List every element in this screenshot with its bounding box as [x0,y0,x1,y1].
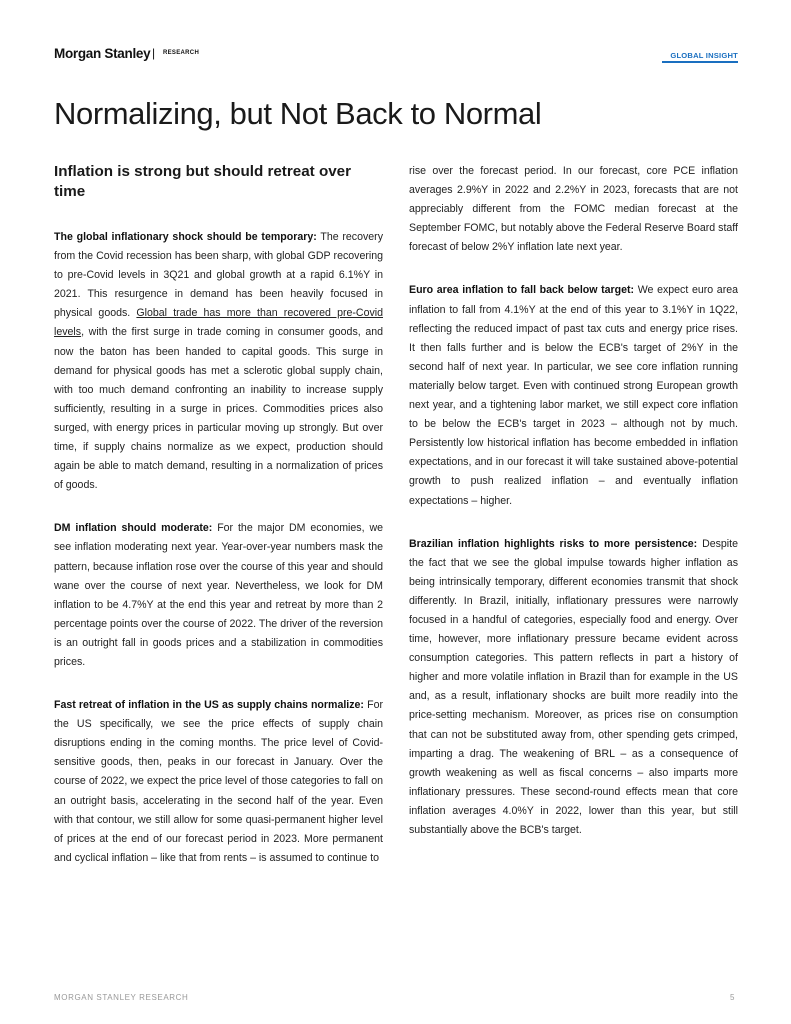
page-title: Normalizing, but Not Back to Normal [54,96,542,131]
paragraph-lead: Euro area inflation to fall back below target: [409,284,635,297]
right-column [409,158,738,864]
footer-source: MORGAN STANLEY RESEARCH [54,993,189,1002]
paragraph-lead: Brazilian inflation highlights risks to more persistence: [409,537,698,550]
paragraph-us-continued [409,162,738,257]
paragraph-us-inflation [54,696,383,868]
paragraph-text: For the US specifically, we see the price effects of supply chain disruptions ending in the coming months. The price level of Covid-sensitive goods, then, peaks in our forecast in January. Over the course of 2022, we expect the price level of those categories to fall on an outright basis, accelerating in the second half of the year. Even with that contour, we still allow for some quasi-permanent higher level of prices at the end of our forecast period in 2023. More permanent and cyclical inflation – like that from rents – is assumed to continue to [54,699,383,864]
page-header [54,46,738,66]
section-heading: Inflation is strong but should retreat over time [54,163,352,200]
left-column [54,158,383,892]
paragraph-dm-inflation [54,519,383,672]
page-number: 5 [730,993,735,1002]
paragraph-lead: Fast retreat of inflation in the US as supply chains normalize: [54,699,364,712]
paragraph-euro-area [409,281,738,510]
section-tag-underline [662,61,738,63]
paragraph-lead: DM inflation should moderate: [54,522,213,535]
paragraph-brazil [409,535,738,841]
section-tag: GLOBAL INSIGHT [670,51,738,60]
paragraph-global-shock [54,228,383,495]
paragraph-text: For the major DM economies, we see inflation moderating next year. Year-over-year numbers mask the pattern, because inflation rose over the course of this year and should wane over the course of next year. Nevertheless, we look for DM inflation to be 4.7%Y at the end this year and retreat by more than 2 percentage points over the course of 2022. The driver of the reversion is an outright fall in goods prices and a stabilization in commodities prices. [54,522,383,668]
paragraph-text: We expect euro area inflation to fall from 4.1%Y at the end of this year to 3.1%Y in 1Q22, reflecting the reduced impact of past tax cuts and energy price rises. It then falls further and is below the ECB's target of 2%Y in the second half of next year. In particular, we see core inflation running materially below target. Even with continued strong European growth next year, and a tightening labor market, we still expect core inflation to be below the ECB's target in 2023 – although not by much. Persistently low historical inflation has become embedded in inflation expectations, and in our forecast it will take sustained above-potential growth to push realized inflation – and eventually inflation expectations – higher. [409,284,739,507]
brand-logo: Morgan Stanley [54,46,151,61]
paragraph-lead: The global inflationary shock should be temporary: [54,231,317,243]
brand-separator: | [152,46,156,60]
global-trade-link[interactable]: Global trade has more than recovered pre-Covid levels [54,307,384,339]
paragraph-text: The recovery from the Covid recession has been sharp, with global GDP recovering to pre-Covid levels in 3Q21 and global growth at a rapid 6.1%Y in 2021. This resurgence in demand has been heavily focused in physical goods. [54,231,383,320]
paragraph-text: rise over the forecast period. In our forecast, core PCE inflation averages 2.9%Y in 2022 and 2.2%Y in 2023, forecasts that are not appreciably different from the FOMC median forecast at the September FOMC, but notably above the Federal Reserve Board staff forecast of below 2%Y inflation late next year. [409,165,738,254]
research-label: RESEARCH [163,50,200,56]
paragraph-text: , with the first surge in trade coming in consumer goods, and now the baton has been handed to capital goods. This surge in demand for physical goods has met a sclerotic global supply chain, with too much demand confronting an inability to increase supply sufficiently, resulting in a surge in prices. Commodities prices also surged, with energy prices in particular moving up strongly. But over time, if supply chains normalize as we expect, production should again be able to match demand, resulting in a normalization of prices of goods. [54,326,383,492]
paragraph-text: Despite the fact that we see the global impulse towards higher inflation as being intrinsically temporary, different economies transmit that shock differently. In Brazil, initially, inflationary pressures were narrowly focused in a handful of categories, especially food and energy. Over time, however, more inflationary pressure became evident across consumption categories. This pattern reflects in part a history of higher and more volatile inflation in Brazil than for example in the US and, as a result, inflationary shocks are built more readily into the price-setting mechanism. Moreover, as prices rise on consumption that can not be substituted away from, other spending gets crimped, imparting a drag. The weakening of BRL – as a consequence of growth weakening as well as fiscal concerns – also imparts more inflationary pressures. These second-round effects mean that core inflation averages 4.0%Y in 2022, lower than this year, but still substantially above the BCB's target. [409,537,738,836]
